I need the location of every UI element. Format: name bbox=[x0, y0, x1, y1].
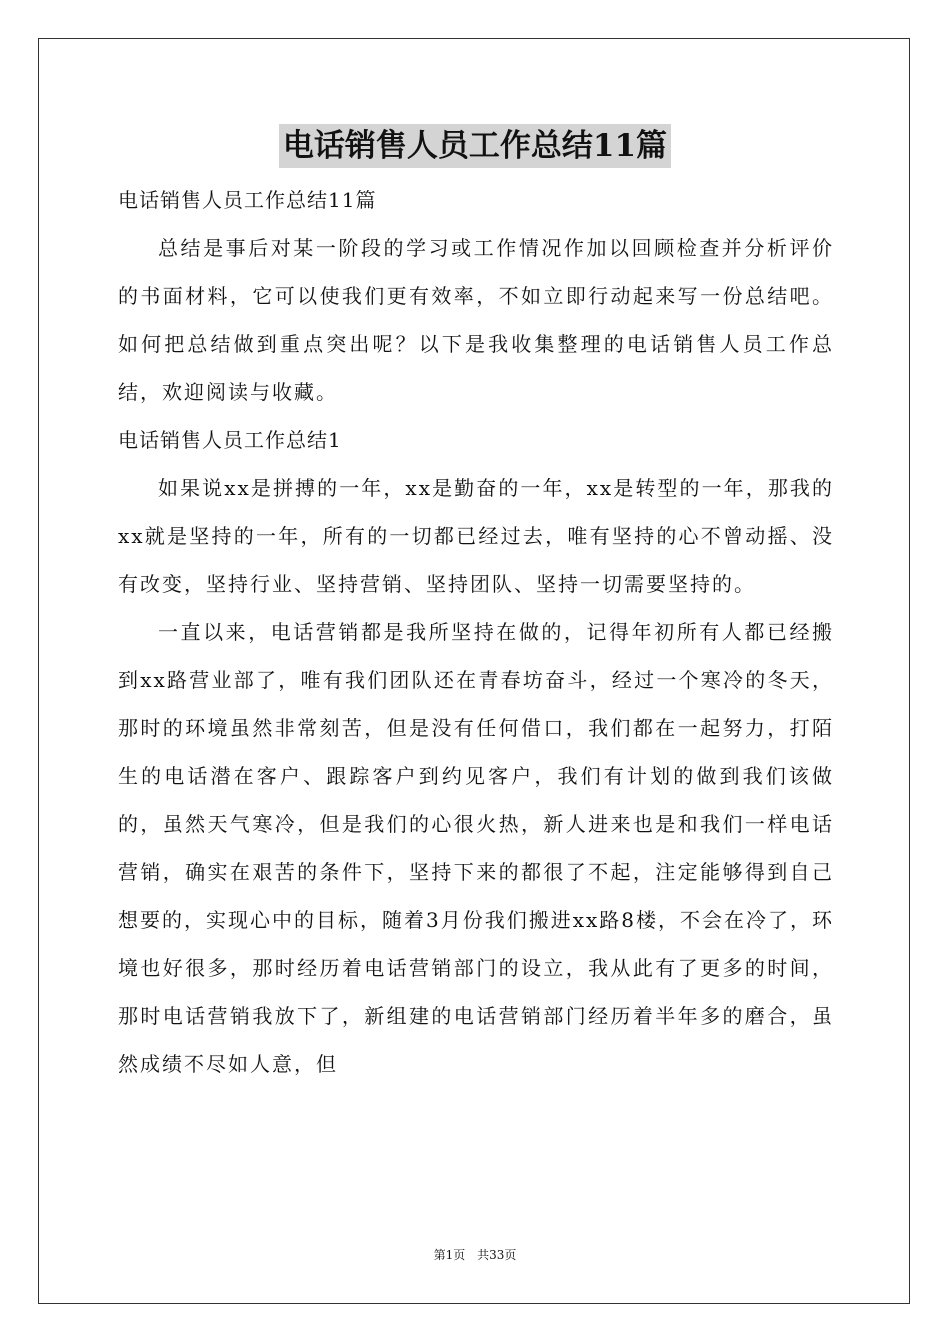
page-total: 共33页 bbox=[477, 1248, 517, 1262]
body-paragraph-1: 如果说xx是拼搏的一年，xx是勤奋的一年，xx是转型的一年，那我的xx就是坚持的一年，所有的一切都已经过去，唯有坚持的心不曾动摇、没有改变，坚持行业、坚持营销、坚持团队、坚持一切需要坚持的。 bbox=[118, 476, 834, 596]
body-paragraph-2: 一直以来，电话营销都是我所坚持在做的，记得年初所有人都已经搬到xx路营业部了，唯有我们团队还在青春坊奋斗，经过一个寒冷的冬天，那时的环境虽然非常刻苦，但是没有任何借口，我们都在一起努力，打陌生的电话潜在客户、跟踪客户到约见客户，我们有计划的做到我们该做的，虽然天气寒冷，但是我们的心很火热，新人进来也是和我们一样电话营销，确实在艰苦的条件下，坚持下来的都很了不起，注定能够得到自己想要的，实现心中的目标，随着3月份我们搬进xx路8楼，不会在冷了，环境也好很多，那时经历着电话营销部门的设立，我从此有了更多的时间，那时电话营销我放下了，新组建的电话营销部门经历着半年多的磨合，虽然成绩不尽如人意，但 bbox=[118, 620, 835, 1076]
subtitle-line: 电话销售人员工作总结11篇 bbox=[118, 188, 377, 212]
section-heading-1: 电话销售人员工作总结1 bbox=[118, 428, 342, 452]
page-number: 第1页 bbox=[433, 1248, 466, 1262]
page-footer bbox=[0, 1246, 950, 1263]
intro-paragraph: 总结是事后对某一阶段的学习或工作情况作加以回顾检查并分析评价的书面材料，它可以使我们更有效率，不如立即行动起来写一份总结吧。如何把总结做到重点突出呢？以下是我收集整理的电话销售人员工作总结，欢迎阅读与收藏。 bbox=[118, 236, 834, 404]
document-body bbox=[118, 176, 834, 1088]
title-container bbox=[0, 124, 950, 168]
document-title: 电话销售人员工作总结11篇 bbox=[279, 124, 671, 168]
